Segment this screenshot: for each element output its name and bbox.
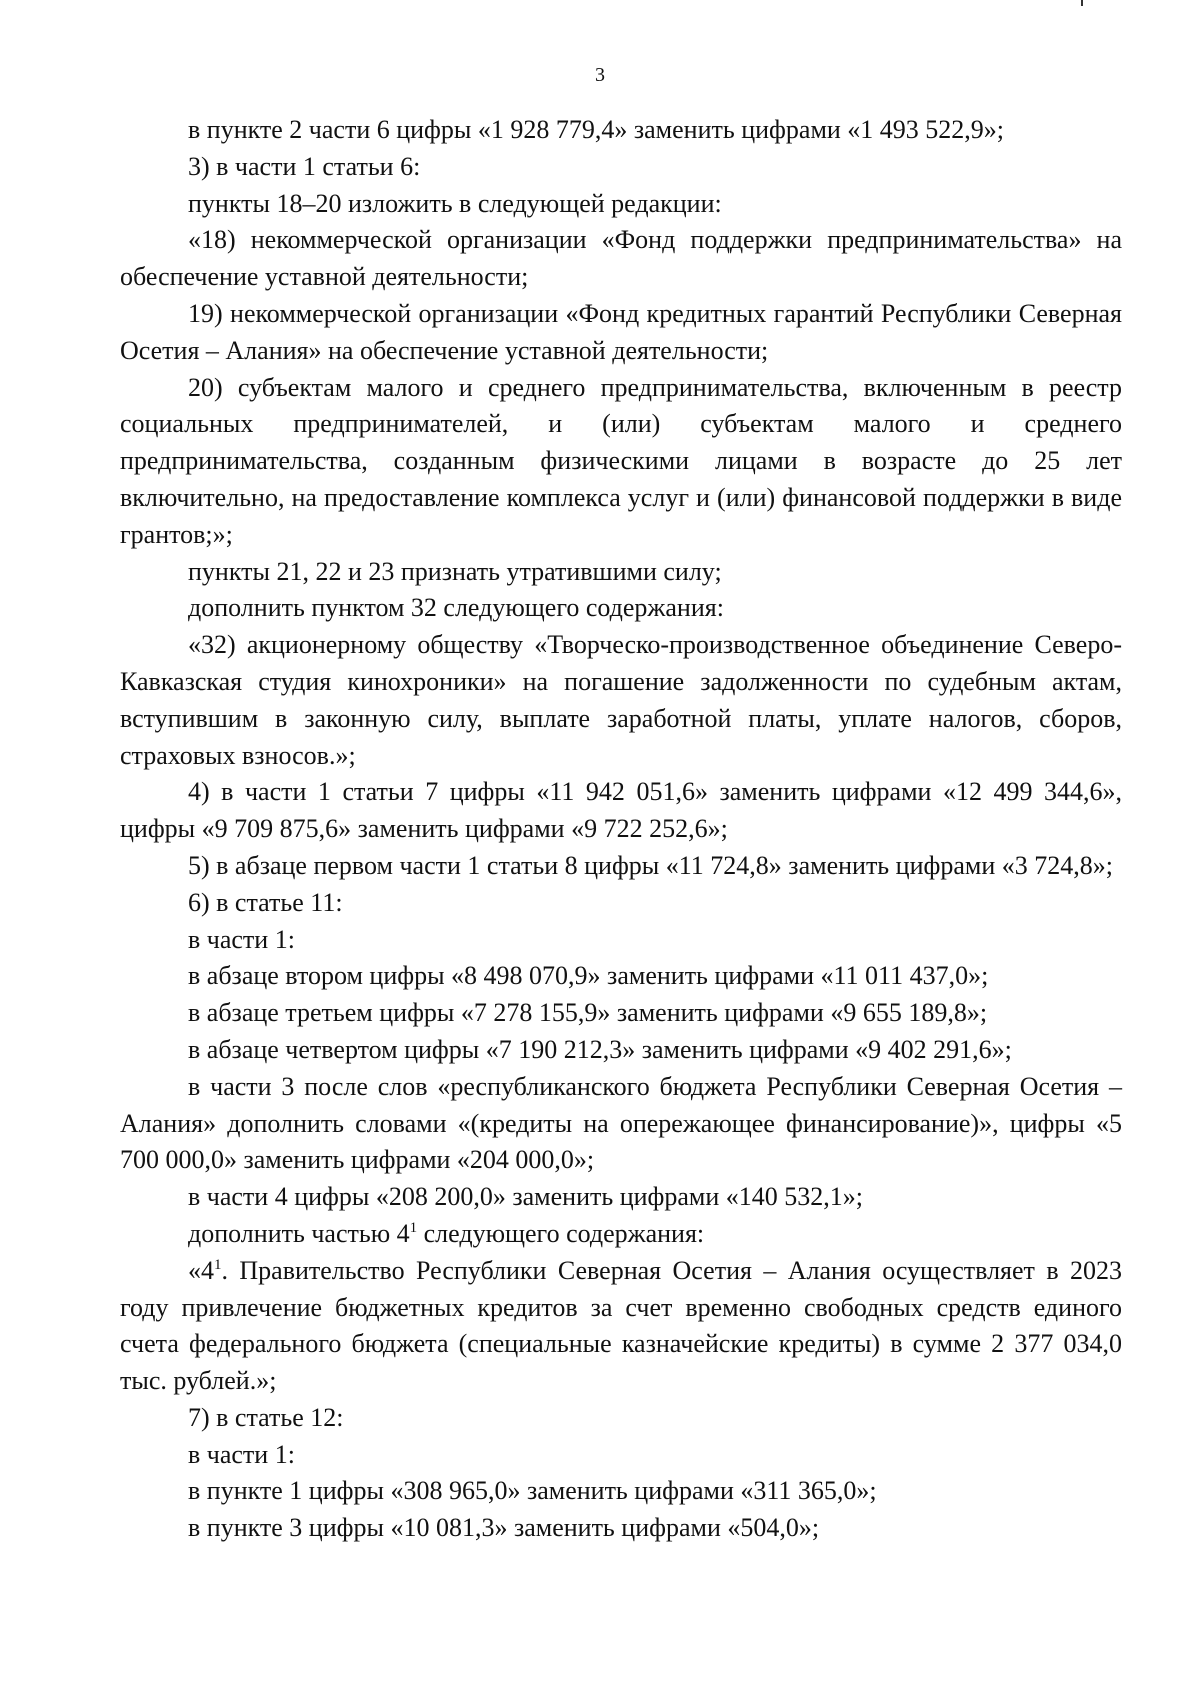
paragraph: в части 1: [188,924,295,954]
superscript: 1 [214,1256,222,1273]
paragraph: «18) некоммерческой организации «Фонд поддержки предпринимательства» на обеспечение уставной деятельности; [120,225,1122,292]
document-body [120,112,1122,1547]
scan-edge-mark [1081,0,1083,6]
paragraph: 6) в статье 11: [188,887,343,917]
paragraph: «32) акционерному обществу «Творческо-производственное объединение Северо-Кавказская студия кинохроники» на погашение задолженности по судебным актам, вступившим в законную силу, выплате заработной платы, уплате налогов, сборов, страховых взносов.»; [120,630,1122,770]
page-number: 3 [595,64,605,86]
superscript: 1 [409,1219,418,1236]
paragraph: в части 1: [188,1439,295,1469]
text-fragment: . Правительство Республики Северная Осетия – Алания осуществляет в 2023 году привлечение бюджетных кредитов за счет временно свободных средств единого счета федерального бюджета (специальные казначейские кредиты) в сумме 2 377 034,0 тыс. рублей.»; [120,1255,1122,1396]
paragraph: в абзаце третьем цифры «7 278 155,9» заменить цифрами «9 655 189,8»; [188,998,988,1028]
paragraph: в пункте 1 цифры «308 965,0» заменить цифрами «311 365,0»; [188,1476,877,1506]
paragraph: в пункте 3 цифры «10 081,3» заменить цифрами «504,0»; [188,1513,820,1543]
text-fragment: «4 [188,1255,214,1285]
paragraph: 5) в абзаце первом части 1 статьи 8 цифры «11 724,8» заменить цифрами «3 724,8»; [188,850,1113,880]
paragraph: 7) в статье 12: [188,1402,344,1432]
paragraph: дополнить пунктом 32 следующего содержания: [188,593,724,623]
text-fragment: следующего содержания: [417,1218,705,1248]
paragraph: 3) в части 1 статьи 6: [188,151,421,181]
text-fragment: дополнить частью 4 [188,1218,410,1248]
paragraph: пункты 18–20 изложить в следующей редакции: [188,188,722,218]
paragraph: 20) субъектам малого и среднего предпринимательства, включенным в реестр социальных предпринимателей, и (или) субъектам малого и среднего предпринимательства, созданным физическими лицами в возрасте до 25 лет включительно, на предоставление комплекса услуг и (или) финансовой поддержки в виде грантов;»; [120,372,1122,549]
paragraph: в абзаце четвертом цифры «7 190 212,3» заменить цифрами «9 402 291,6»; [188,1034,1012,1064]
paragraph: в абзаце втором цифры «8 498 070,9» заменить цифрами «11 011 437,0»; [188,961,989,991]
paragraph-part-4-1 [120,1216,1122,1253]
paragraph: в части 4 цифры «208 200,0» заменить цифрами «140 532,1»; [188,1182,864,1212]
paragraph: в пункте 2 части 6 цифры «1 928 779,4» заменить цифрами «1 493 522,9»; [188,115,1005,144]
paragraph-part-4-1-text [120,1253,1122,1400]
paragraph: пункты 21, 22 и 23 признать утратившими силу; [188,556,722,586]
paragraph: 4) в части 1 статьи 7 цифры «11 942 051,6» заменить цифрами «12 499 344,6», цифры «9 709 875,6» заменить цифрами «9 722 252,6»; [120,777,1122,844]
paragraph: в части 3 после слов «республиканского бюджета Республики Северная Осетия – Алания» дополнить словами «(кредиты на опережающее финансирование)», цифры «5 700 000,0» заменить цифрами «204 000,0»; [120,1071,1122,1175]
paragraph: 19) некоммерческой организации «Фонд кредитных гарантий Республики Северная Осетия – Алания» на обеспечение уставной деятельности; [120,298,1122,365]
